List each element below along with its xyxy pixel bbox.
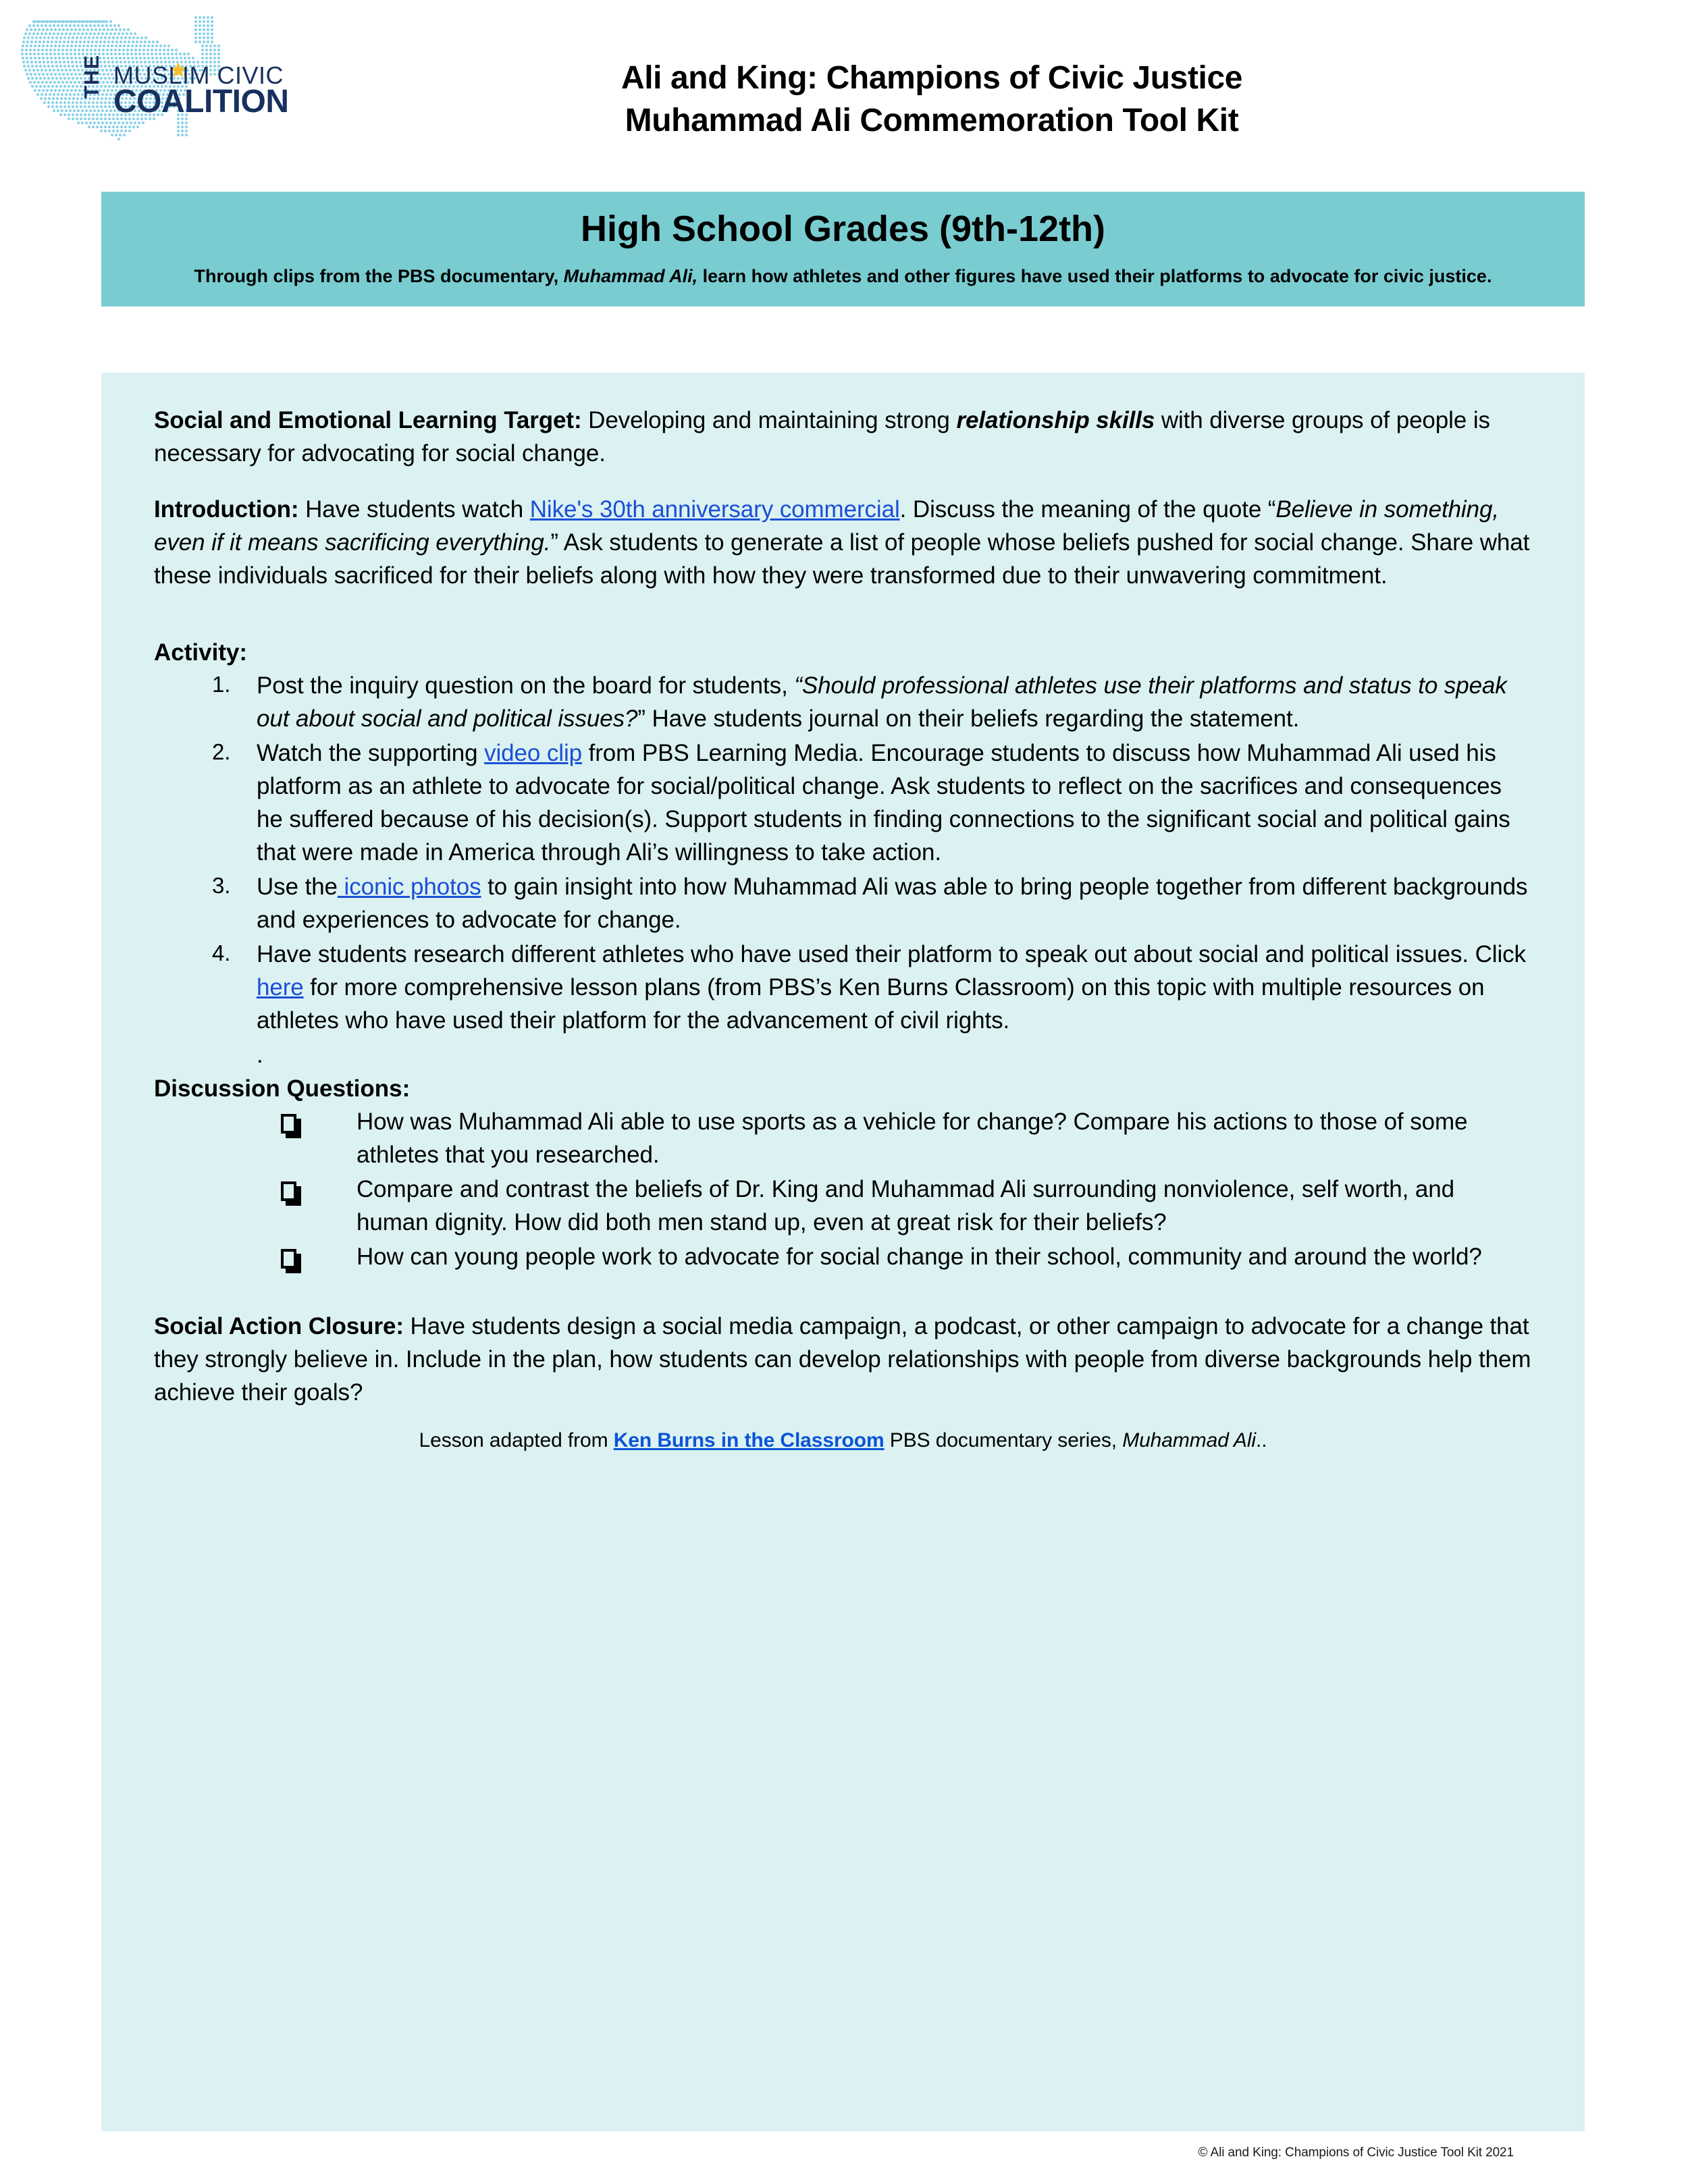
banner-sub-part2: learn how athletes and other figures have used their platforms to advocate for civic justice. [697,265,1492,286]
grade-level-banner [101,192,1585,307]
grade-level-title: High School Grades (9th-12th) [580,209,1106,249]
credit-text-3: .. [1255,1429,1267,1451]
introduction-text-2: . Discuss the meaning of the quote “ [899,496,1276,523]
copyright-notice: © Ali and King: Champions of Civic Justice Tool Kit 2021 [1198,2146,1514,2160]
activity-item-3-text-1: Use the [257,874,338,900]
checkbox-bullet-icon [281,1181,296,1201]
ken-burns-classroom-link[interactable]: Ken Burns in the Classroom [613,1429,885,1451]
checkbox-bullet-icon [281,1114,296,1134]
discussion-questions-list [154,1105,1532,1273]
introduction-label: Introduction: [154,496,299,523]
activity-item-2-text-1: Watch the supporting [257,740,485,766]
spacer [154,1275,1532,1310]
lesson-credit-line [154,1429,1532,1452]
introduction-text-3: ” Ask students to generate a list of people whose beliefs pushed for social change. Share what these individuals sacrificed for their beliefs along with how they were transformed due to their unwavering commitment. [154,529,1530,589]
nike-commercial-link[interactable]: Nike's 30th anniversary commercial [529,496,900,523]
introduction-quote: Believe in something, even if it means sacrificing everything. [154,496,1499,556]
sel-target-text-2: with diverse groups of people is necessary for advocating for social change. [154,407,1490,467]
activity-item-4-text-1: Have students research different athletes who have used their platform to speak out about social and political issues. Click [257,941,1526,967]
page-title-line-1: Ali and King: Champions of Civic Justice [621,60,1243,96]
sel-target-paragraph [154,404,1532,470]
spacer [154,615,1532,639]
sel-target-label: Social and Emotional Learning Target: [154,407,582,433]
activity-list [154,669,1532,1037]
sel-target-text-1: Developing and maintaining strong [581,407,957,433]
checkbox-bullet-icon [281,1249,296,1269]
the-muslim-civic-coalition-logo [19,9,289,159]
logo-coalition-text: COALITION [113,84,289,119]
credit-text-2: PBS documentary series, [884,1429,1123,1451]
activity-heading: Activity: [154,639,248,666]
discussion-question-text: How can young people work to advocate for social change in their school, community and around the world? [357,1244,1482,1270]
activity-item-4 [154,938,1532,1037]
social-action-closure-paragraph [154,1310,1532,1409]
credit-text-1: Lesson adapted from [419,1429,614,1451]
sel-target-emphasis: relationship skills [956,407,1155,433]
activity-item-1 [154,669,1532,735]
discussion-questions-heading: Discussion Questions: [154,1075,411,1102]
grade-level-subtitle [127,263,1559,289]
page-header [0,0,1688,181]
discussion-question-item [154,1240,1532,1273]
activity-item-2-text-2: from PBS Learning Media. Encourage students to discuss how Muhammad Ali used his platform as an athlete to advocate for social/political change. Ask students to reflect on the sacrifices and consequences he suffered because of his decision(s). Support students in finding connections to the significant social and political gains that were made in America through Ali’s willingness to take action. [257,740,1510,865]
discussion-question-item [154,1173,1532,1239]
activity-item-1-text-1: Post the inquiry question on the board for students, [257,672,795,699]
logo-the-text: THE [80,55,103,99]
page-title [324,57,1539,142]
activity-item-1-text-2: ” Have students journal on their beliefs regarding the statement. [637,705,1300,732]
social-action-closure-text: Have students design a social media campaign, a podcast, or other campaign to advocate for a change that they strongly believe in. Include in the plan, how students can develop relationships with people from diverse backgrounds help them achieve their goals? [154,1313,1531,1406]
introduction-paragraph [154,493,1532,592]
introduction-text-1: Have students watch [298,496,530,523]
lesson-body-panel [101,373,1585,2131]
discussion-question-text: Compare and contrast the beliefs of Dr. King and Muhammad Ali surrounding nonviolence, self worth, and human dignity. How did both men stand up, even at great risk for their beliefs? [357,1176,1454,1235]
activity-trailing-dot: . [257,1042,263,1068]
activity-item-2 [154,737,1532,869]
activity-item-4-text-2: for more comprehensive lesson plans (from PBS’s Ken Burns Classroom) on this topic with multiple resources on athletes who have used their platform for the advancement of civil rights. [257,974,1485,1034]
here-link[interactable]: here [257,974,304,1001]
banner-sub-italic: Muhammad Ali, [563,265,698,286]
video-clip-link[interactable]: video clip [484,740,582,766]
activity-item-3 [154,870,1532,936]
page-title-line-2: Muhammad Ali Commemoration Tool Kit [625,103,1239,139]
banner-sub-part1: Through clips from the PBS documentary, [194,265,564,286]
credit-documentary-title: Muhammad Ali [1122,1429,1256,1451]
iconic-photos-link[interactable]: iconic photos [337,874,481,900]
discussion-question-item [154,1105,1532,1171]
discussion-question-text: How was Muhammad Ali able to use sports as a vehicle for change? Compare his actions to those of some athletes that you researched. [357,1109,1468,1168]
activity-item-1-inquiry-question: “Should professional athletes use their platforms and status to speak out about social and political issues? [257,672,1507,732]
logo-muslim-civic-text: MUSLIM CIVIC [113,61,284,89]
usa-dotted-map-logo-icon [19,9,289,159]
activity-item-3-text-2: to gain insight into how Muhammad Ali was able to bring people together from different backgrounds and experiences to advocate for change. [257,874,1528,933]
social-action-closure-label: Social Action Closure: [154,1313,404,1339]
